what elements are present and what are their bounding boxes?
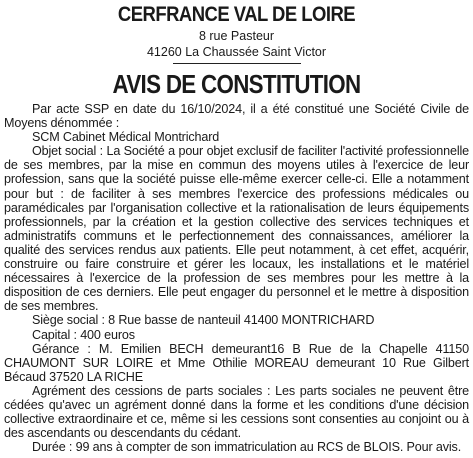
paragraph-siege-social: Siège social : 8 Rue basse de nanteuil 41400 MONTRICHARD [32, 313, 375, 328]
firm-address-street: 8 rue Pasteur [198, 29, 275, 43]
paragraph-intro: Par acte SSP en date du 16/10/2024, il a été constitué une Société Civile de Moyens dénommée : [4, 102, 469, 131]
paragraph-capital: Capital : 400 euros [32, 327, 135, 342]
separator-rule [173, 63, 301, 64]
paragraph-denomination: SCM Cabinet Médical Montrichard [32, 130, 220, 145]
notice-title: AVIS DE CONSTITUTION [112, 69, 361, 99]
paragraph-gerance: Gérance : M. Emilien BECH demeurant16 B Rue de la Chapelle 41150 CHAUMONT SUR LOIRE et Mme Othilie MOREAU demeurant 10 Rue Gilbert Bécaud 37520 LA RICHE [4, 341, 469, 384]
paragraph-duree: Durée : 99 ans à compter de son immatriculation au RCS de BLOIS. Pour avis. [32, 440, 462, 455]
paragraph-agrement: Agrément des cessions de parts sociales : Les parts sociales ne peuvent être cédées qu'avec un agrément donné dans la forme et les conditions d'une décision collective extraordinaire et ce, même si les cessions sont consenties au conjoint ou à des ascendants ou descendants du cédant. [4, 383, 469, 441]
firm-name: CERFRANCE VAL DE LOIRE [117, 3, 356, 26]
notice-body [4, 102, 469, 454]
paragraph-objet-social: Objet social : La Société a pour objet exclusif de faciliter l'activité professionnelle de ses membres, par la mise en commun des moyens utiles à l'exercice de leur profession, sans que la société puisse elle-même exercer celle-ci. Elle a notamment pour but : de faciliter à ses membres l'exercice des professions médicales ou paramédicales par l'organisation collective et la rationalisation de leurs équipements professionnels, par la création et la gestion collective des services techniques et administratifs communs et le perfectionnement des connaissances, améliorer la qualité des services rendus aux patients. Elle peut notamment, à cet effet, acquérir, construire ou faire construire et gérer les locaux, les installations et le matériel nécessaires à l'exercice de la profession de ses membres pour les mettre à la disposition de ces derniers. Elle peut engager du personnel et le mettre à disposition de ses membres. [4, 144, 469, 314]
firm-address-city: 41260 La Chaussée Saint Victor [146, 45, 327, 59]
